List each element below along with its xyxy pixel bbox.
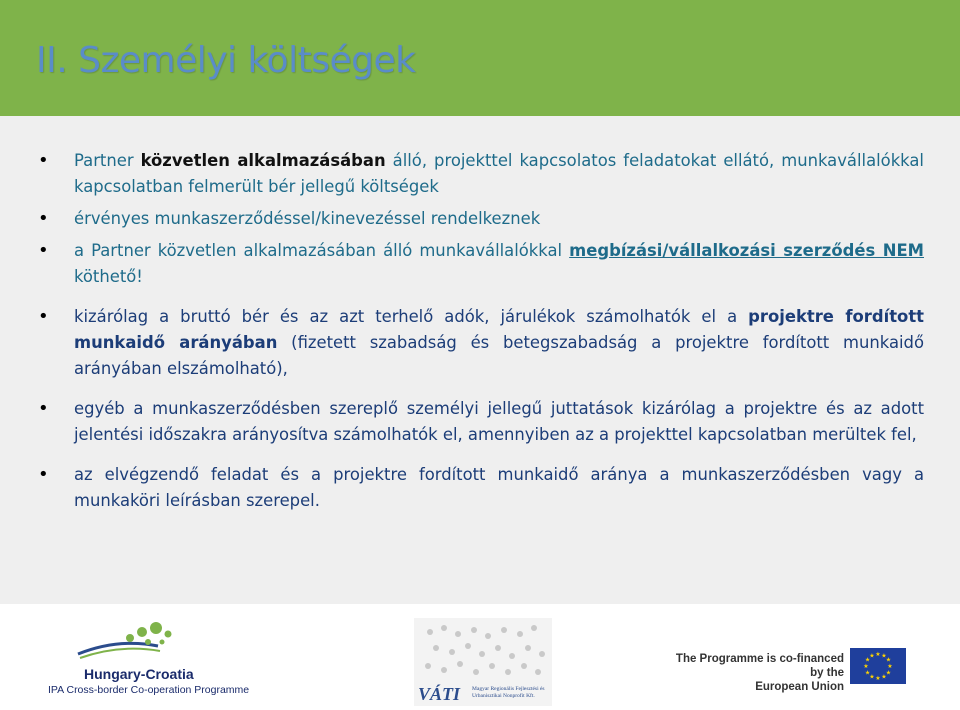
svg-text:★: ★ — [875, 675, 881, 682]
hungary-croatia-subtitle: IPA Cross-border Co-operation Programme — [48, 684, 250, 696]
svg-text:★: ★ — [881, 652, 887, 660]
bullet-item — [38, 206, 924, 232]
bullet-dot-icon: • — [38, 306, 49, 327]
bullet-dot-icon: • — [38, 464, 49, 485]
bullet-text-segment: közvetlen alkalmazásában — [140, 151, 386, 170]
bullet-dot-icon: • — [38, 240, 49, 261]
eu-line-2: European Union — [755, 681, 844, 693]
svg-text:★: ★ — [881, 673, 887, 681]
svg-text:★: ★ — [875, 651, 881, 658]
bullet-dot-icon: • — [38, 208, 49, 229]
vati-logo-icon — [414, 618, 552, 706]
title-bar — [0, 0, 960, 116]
svg-text:★: ★ — [863, 663, 869, 670]
bullet-text-segment: az elvégzendő feladat és a projektre fordított munkaidő aránya a munkaszerződésben vagy a munkaköri leírásban szerepel. — [74, 465, 924, 510]
eu-flag-icon — [850, 648, 906, 684]
bullet-text-segment: projektre fordított munkaidő arányában — [74, 307, 924, 352]
bullet-dot-icon: • — [38, 150, 49, 171]
vati-logo — [414, 618, 554, 708]
hungary-croatia-name: Hungary-Croatia — [84, 666, 194, 682]
content-area — [0, 116, 960, 604]
bullet-text-segment: (fizetett szabadság és betegszabadság a projektre fordított munkaidő arányában elszámolható), — [74, 333, 924, 378]
bullet-item — [38, 462, 924, 514]
bullet-list — [38, 148, 924, 520]
bullet-text-segment: megbízási/vállalkozási szerződés NEM — [569, 241, 924, 260]
vati-name: VÁTI — [418, 684, 461, 704]
slide-title: II. Személyi költségek — [36, 40, 416, 81]
bullet-text-segment: egyéb a munkaszerződésben szereplő személyi jellegű juttatások kizárólag a projektre és az adott jelentési időszakra arányosítva számolhatók el, amennyiben az a projekttel kapcsolatban merültek fel, — [74, 399, 924, 444]
eu-cofinance-text — [668, 652, 844, 694]
bullet-item — [38, 304, 924, 382]
bullet-text-segment: a Partner közvetlen alkalmazásában álló munkavállalókkal — [74, 241, 570, 260]
bullet-text-segment: köthető! — [74, 267, 143, 286]
svg-text:★: ★ — [887, 663, 893, 670]
vati-subtitle: Magyar Regionális Fejlesztési és Urbanisztikai Nonprofit Kft. — [472, 686, 545, 699]
footer — [0, 604, 960, 710]
svg-text:★: ★ — [864, 669, 871, 677]
eu-line-1: The Programme is co-financed by the — [675, 653, 844, 679]
bullet-item — [38, 396, 924, 448]
hungary-croatia-logo — [48, 618, 250, 710]
bullet-text-segment: Partner — [74, 151, 141, 170]
bullet-text-segment: érvényes munkaszerződéssel/kinevezéssel rendelkeznek — [74, 209, 541, 228]
bullet-text-segment: kizárólag a bruttó bér és az azt terhelő adók, járulékok számolhatók el a — [74, 307, 749, 326]
svg-text:★: ★ — [869, 652, 875, 660]
svg-text:★: ★ — [869, 673, 875, 681]
svg-text:★: ★ — [885, 669, 892, 677]
bullet-text-segment: álló, projekttel kapcsolatos feladatokat ellátó, munkavállalókkal kapcsolatban felmerült bér jellegű költségek — [74, 151, 924, 196]
bullet-dot-icon: • — [38, 398, 49, 419]
bullet-item — [38, 238, 924, 290]
svg-text:★: ★ — [864, 656, 871, 664]
svg-text:★: ★ — [885, 656, 892, 664]
hungary-croatia-logo-icon — [48, 618, 218, 668]
bullet-item — [38, 148, 924, 200]
